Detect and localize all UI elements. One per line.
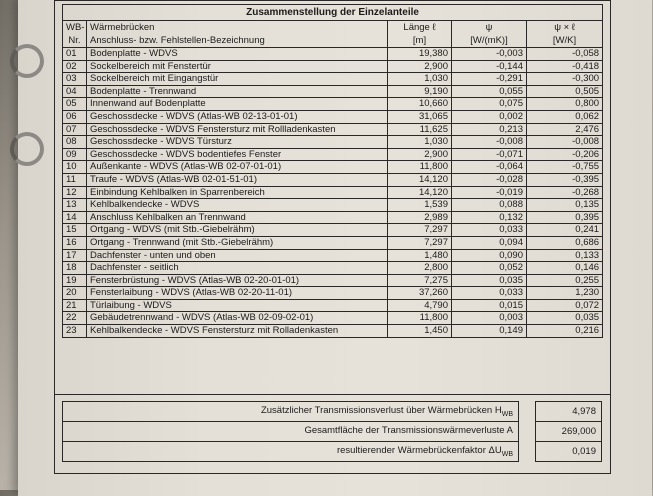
row-psi-laenge: 1,230: [527, 287, 603, 300]
row-nr: 14: [63, 211, 87, 224]
row-psi: 0,149: [452, 325, 527, 338]
row-name: Bodenplatte - WDVS: [87, 48, 388, 61]
row-name: Kehlbalkendecke - WDVS Fenstersturz mit Rolladenkasten: [87, 325, 388, 338]
row-psi-laenge: -0,058: [527, 48, 603, 61]
row-psi-laenge: 0,686: [527, 236, 603, 249]
summary-value: 269,000: [536, 422, 602, 442]
row-laenge: 11,625: [388, 123, 452, 136]
row-psi: -0,071: [452, 148, 527, 161]
table-row: [63, 60, 603, 73]
table-row: [63, 211, 603, 224]
row-laenge: 7,275: [388, 274, 452, 287]
row-psi-laenge: 2,476: [527, 123, 603, 136]
row-psi: -0,003: [452, 48, 527, 61]
row-psi-laenge: 0,255: [527, 274, 603, 287]
summary-label: resultierender Wärmebrückenfaktor $\Delta U_{WB}$: [63, 442, 519, 462]
table-row: [63, 48, 603, 61]
row-psi: -0,028: [452, 173, 527, 186]
row-nr: 11: [63, 173, 87, 186]
row-psi-laenge: 0,505: [527, 85, 603, 98]
row-laenge: 2,989: [388, 211, 452, 224]
row-psi: -0,291: [452, 73, 527, 86]
row-name: Geschossdecke - WDVS Fenstersturz mit Rollladenkasten: [87, 123, 388, 136]
header-bezeichnung: Wärmebrücken Anschluss- bzw. Fehlstellen-Bezeichnung: [87, 21, 388, 48]
row-psi-laenge: -0,395: [527, 173, 603, 186]
row-psi: 0,035: [452, 274, 527, 287]
row-laenge: 9,190: [388, 85, 452, 98]
row-name: Kehlbalkendecke - WDVS: [87, 199, 388, 212]
row-psi-laenge: 0,395: [527, 211, 603, 224]
row-nr: 08: [63, 136, 87, 149]
row-nr: 01: [63, 48, 87, 61]
row-laenge: 2,900: [388, 148, 452, 161]
table-row: [63, 312, 603, 325]
row-laenge: 2,900: [388, 60, 452, 73]
row-psi: -0,019: [452, 186, 527, 199]
summary-row: [63, 442, 602, 462]
row-name: Sockelbereich mit Eingangstür: [87, 73, 388, 86]
row-name: Einbindung Kehlbalken in Sparrenbereich: [87, 186, 388, 199]
binder-ring-icon: [10, 44, 44, 78]
row-name: Ortgang - WDVS (mit Stb.-Giebelrähm): [87, 224, 388, 237]
summary-table: [62, 401, 602, 462]
table-row: [63, 161, 603, 174]
row-name: Anschluss Kehlbalken an Trennwand: [87, 211, 388, 224]
row-laenge: 7,297: [388, 224, 452, 237]
table-row: [63, 123, 603, 136]
row-laenge: 7,297: [388, 236, 452, 249]
row-laenge: 2,800: [388, 262, 452, 275]
summary-row: [63, 422, 602, 442]
summary-row: [63, 402, 602, 422]
row-nr: 03: [63, 73, 87, 86]
row-psi-laenge: 0,133: [527, 249, 603, 262]
row-psi-laenge: 0,035: [527, 312, 603, 325]
table-row: [63, 249, 603, 262]
table-title: Zusammenstellung der Einzelanteile: [63, 5, 603, 21]
row-name: Dachfenster - unten und oben: [87, 249, 388, 262]
table-row: [63, 325, 603, 338]
row-name: Außenkante - WDVS (Atlas-WB 02-07-01-01): [87, 161, 388, 174]
row-nr: 16: [63, 236, 87, 249]
row-name: Geschossdecke - WDVS Türsturz: [87, 136, 388, 149]
row-name: Sockelbereich mit Fenstertür: [87, 60, 388, 73]
row-psi-laenge: -0,008: [527, 136, 603, 149]
row-psi-laenge: 0,062: [527, 110, 603, 123]
row-psi-laenge: 0,241: [527, 224, 603, 237]
row-nr: 22: [63, 312, 87, 325]
table-row: [63, 73, 603, 86]
row-psi: -0,008: [452, 136, 527, 149]
row-name: Bodenplatte - Trennwand: [87, 85, 388, 98]
row-psi: 0,055: [452, 85, 527, 98]
row-nr: 19: [63, 274, 87, 287]
row-psi-laenge: 0,072: [527, 299, 603, 312]
row-laenge: 1,030: [388, 73, 452, 86]
row-laenge: 1,480: [388, 249, 452, 262]
table-row: [63, 262, 603, 275]
row-laenge: 11,800: [388, 312, 452, 325]
row-psi: 0,132: [452, 211, 527, 224]
row-psi: 0,015: [452, 299, 527, 312]
row-nr: 06: [63, 110, 87, 123]
row-name: Ortgang - Trennwand (mit Stb.-Giebelrähm): [87, 236, 388, 249]
table-row: [63, 98, 603, 111]
header-psi-laenge: ψ × ℓ [W/K]: [527, 21, 603, 48]
summary-value: 0,019: [536, 442, 602, 462]
table-row: [63, 224, 603, 237]
row-nr: 07: [63, 123, 87, 136]
table-row: [63, 148, 603, 161]
row-psi: 0,002: [452, 110, 527, 123]
row-psi-laenge: -0,418: [527, 60, 603, 73]
row-psi-laenge: 0,800: [527, 98, 603, 111]
row-psi: 0,033: [452, 287, 527, 300]
row-laenge: 14,120: [388, 186, 452, 199]
row-psi: 0,075: [452, 98, 527, 111]
header-psi: ψ [W/(mK)]: [452, 21, 527, 48]
row-laenge: 1,539: [388, 199, 452, 212]
row-psi: 0,003: [452, 312, 527, 325]
row-name: Fensterbrüstung - WDVS (Atlas-WB 02-20-01-01): [87, 274, 388, 287]
binder-ring-icon: [10, 132, 44, 166]
row-psi-laenge: 0,146: [527, 262, 603, 275]
table-row: [63, 85, 603, 98]
row-laenge: 1,030: [388, 136, 452, 149]
table-row: [63, 274, 603, 287]
row-psi: -0,064: [452, 161, 527, 174]
row-nr: 23: [63, 325, 87, 338]
table-row: [63, 136, 603, 149]
row-laenge: 1,450: [388, 325, 452, 338]
row-psi: 0,088: [452, 199, 527, 212]
row-nr: 12: [63, 186, 87, 199]
row-name: Innenwand auf Bodenplatte: [87, 98, 388, 111]
row-psi: -0,144: [452, 60, 527, 73]
header-row: [63, 21, 603, 48]
header-nr: WB- Nr.: [63, 21, 87, 48]
row-laenge: 10,660: [388, 98, 452, 111]
row-nr: 09: [63, 148, 87, 161]
row-nr: 21: [63, 299, 87, 312]
row-nr: 04: [63, 85, 87, 98]
paper-sheet: [18, 0, 652, 496]
row-psi: 0,052: [452, 262, 527, 275]
row-psi-laenge: -0,755: [527, 161, 603, 174]
table-row: [63, 173, 603, 186]
summary-subscript: WB: [501, 410, 513, 418]
row-laenge: 31,065: [388, 110, 452, 123]
summary-value: 4,978: [536, 402, 602, 422]
header-laenge: Länge ℓ [m]: [388, 21, 452, 48]
row-laenge: 19,380: [388, 48, 452, 61]
row-name: Gebäudetrennwand - WDVS (Atlas-WB 02-09-02-01): [87, 312, 388, 325]
row-psi-laenge: -0,206: [527, 148, 603, 161]
row-nr: 15: [63, 224, 87, 237]
row-nr: 17: [63, 249, 87, 262]
thermal-bridge-table: [62, 4, 603, 338]
row-psi: 0,033: [452, 224, 527, 237]
row-nr: 02: [63, 60, 87, 73]
row-psi: 0,090: [452, 249, 527, 262]
row-laenge: 37,260: [388, 287, 452, 300]
row-psi: 0,094: [452, 236, 527, 249]
row-name: Geschossdecke - WDVS bodentiefes Fenster: [87, 148, 388, 161]
table-row: [63, 199, 603, 212]
row-nr: 05: [63, 98, 87, 111]
row-name: Geschossdecke - WDVS (Atlas-WB 02-13-01-01): [87, 110, 388, 123]
row-psi: 0,213: [452, 123, 527, 136]
row-nr: 13: [63, 199, 87, 212]
table-row: [63, 299, 603, 312]
row-laenge: 11,800: [388, 161, 452, 174]
row-nr: 10: [63, 161, 87, 174]
row-psi-laenge: -0,268: [527, 186, 603, 199]
row-name: Türlaibung - WDVS: [87, 299, 388, 312]
row-laenge: 4,790: [388, 299, 452, 312]
row-psi-laenge: 0,216: [527, 325, 603, 338]
row-laenge: 14,120: [388, 173, 452, 186]
row-name: Fensterlaibung - WDVS (Atlas-WB 02-20-11-01): [87, 287, 388, 300]
row-nr: 20: [63, 287, 87, 300]
summary-label: Gesamtfläche der Transmissionswärmeverluste A: [63, 422, 519, 442]
table-row: [63, 287, 603, 300]
row-psi-laenge: 0,135: [527, 199, 603, 212]
table-row: [63, 110, 603, 123]
row-name: Traufe - WDVS (Atlas-WB 02-01-51-01): [87, 173, 388, 186]
summary-label: Zusätzlicher Transmissionsverlust über Wärmebrücken $H_{WB}$: [63, 402, 519, 422]
summary-subscript: WB: [501, 450, 513, 458]
row-psi-laenge: -0,300: [527, 73, 603, 86]
table-row: [63, 186, 603, 199]
table-row: [63, 236, 603, 249]
row-nr: 18: [63, 262, 87, 275]
row-name: Dachfenster - seitlich: [87, 262, 388, 275]
